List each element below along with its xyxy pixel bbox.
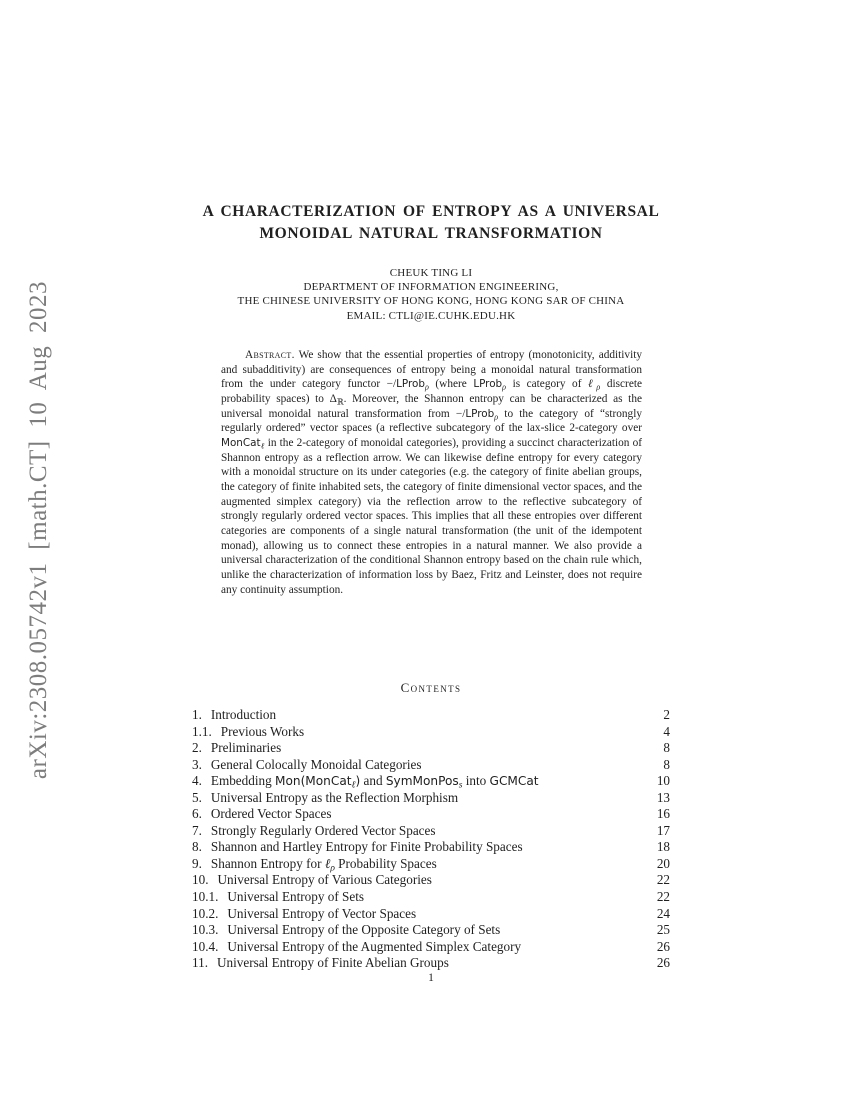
toc-item-label: Universal Entropy of Various Categories bbox=[217, 872, 432, 888]
toc-item-label-text: ) bbox=[355, 774, 361, 789]
abstract-text: LProb bbox=[465, 407, 495, 420]
abstract-text: ρ bbox=[502, 382, 507, 392]
toc-item-label: Preliminaries bbox=[210, 740, 282, 756]
toc-item-page: 10 bbox=[656, 773, 670, 789]
toc-item bbox=[192, 856, 670, 873]
toc-item-label: Universal Entropy of the Opposite Category of Sets bbox=[227, 922, 501, 938]
author-block bbox=[192, 266, 670, 323]
toc-item-label-text: into bbox=[462, 773, 490, 789]
toc-item-label-text: ℓ bbox=[324, 855, 331, 871]
toc-item bbox=[192, 707, 670, 724]
abstract-text: discrete probability spaces) to Δ bbox=[221, 378, 642, 405]
abstract-text: MonCat bbox=[221, 436, 261, 449]
toc-item-label: Universal Entropy of Sets bbox=[227, 889, 364, 905]
toc-item-label-text: ρ bbox=[330, 863, 335, 874]
toc-item-label: General Colocally Monoidal Categories bbox=[210, 756, 422, 772]
abstract-text: ℝ bbox=[336, 397, 344, 407]
toc-item-number: 4. bbox=[192, 773, 202, 789]
toc-item-page: 18 bbox=[656, 839, 670, 855]
toc-item-number: 10.2. bbox=[192, 905, 219, 921]
paper-title-line2: MONOIDAL NATURAL TRANSFORMATION bbox=[259, 224, 603, 242]
toc-item-number: 11. bbox=[192, 955, 208, 971]
toc-item-page: 16 bbox=[656, 806, 670, 822]
toc-item-number: 10.4. bbox=[192, 938, 219, 954]
toc-item-label: Shannon and Hartley Entropy for Finite Probability Spaces bbox=[210, 839, 523, 855]
toc-item-label-text: Mon(MonCat bbox=[275, 774, 352, 789]
abstract-text: ℓ bbox=[260, 441, 265, 451]
toc-item-page: 17 bbox=[656, 822, 670, 838]
toc-item-page: 20 bbox=[656, 855, 670, 871]
toc-item-page: 24 bbox=[656, 905, 670, 921]
author-email: EMAIL: CTLI@IE.CUHK.EDU.HK bbox=[346, 309, 516, 322]
abstract-text: ρ bbox=[596, 382, 601, 392]
abstract-text: (where bbox=[428, 378, 474, 391]
toc-item bbox=[192, 724, 670, 741]
toc-item-page: 13 bbox=[656, 789, 670, 805]
toc-item-label: Ordered Vector Spaces bbox=[210, 806, 332, 822]
paper-title bbox=[192, 201, 670, 244]
abstract-label: Abstract. bbox=[245, 349, 295, 361]
toc-item-page: 8 bbox=[663, 740, 670, 756]
abstract-text: We show that the essential properties of entropy (monotonicity, additivity and subadditivity) are consequences of entropy being a monoidal natural transformation from the under category functor −/ bbox=[221, 349, 642, 391]
abstract-text: is category of bbox=[506, 378, 588, 391]
paper-content-column bbox=[192, 0, 670, 1100]
abstract-text: to the category of “strongly regularly ordered” vector spaces (a reflective subcategory of the lax-slice 2-category over bbox=[221, 407, 642, 435]
toc-item bbox=[192, 790, 670, 807]
toc-item-page: 26 bbox=[656, 955, 670, 971]
toc-item-label: Previous Works bbox=[220, 723, 305, 739]
toc-item-label-text: and bbox=[360, 773, 386, 789]
arxiv-watermark-text: arXiv:2308.05742v1 [math.CT] 10 Aug 2023 bbox=[25, 280, 52, 780]
toc-item bbox=[192, 806, 670, 823]
toc-item-label-text: Probability Spaces bbox=[334, 855, 437, 871]
toc-item-label-text: s bbox=[458, 780, 463, 791]
toc-item bbox=[192, 906, 670, 923]
author-university: THE CHINESE UNIVERSITY OF HONG KONG, HONG KONG SAR OF CHINA bbox=[237, 295, 625, 308]
toc-item-number: 7. bbox=[192, 822, 202, 838]
toc-item-number: 1. bbox=[192, 707, 202, 722]
toc-item-label: Universal Entropy of Finite Abelian Groups bbox=[217, 955, 449, 971]
toc-item bbox=[192, 773, 670, 790]
toc-item-label bbox=[211, 773, 539, 790]
abstract-text: ρ bbox=[494, 411, 499, 421]
toc-item bbox=[192, 740, 670, 757]
abstract-section bbox=[221, 348, 642, 597]
paper-title-line1: A CHARACTERIZATION OF ENTROPY AS A UNIVERSAL bbox=[202, 203, 660, 220]
toc-item-number: 10.1. bbox=[192, 889, 219, 905]
toc-item-page: 8 bbox=[663, 756, 670, 772]
abstract-text: LProb bbox=[473, 378, 503, 391]
toc-item bbox=[192, 955, 670, 972]
abstract-text: ρ bbox=[424, 382, 429, 392]
author-name: CHEUK TING LI bbox=[389, 267, 473, 279]
toc-item-number: 1.1. bbox=[192, 723, 212, 739]
toc-item bbox=[192, 889, 670, 906]
toc-item bbox=[192, 939, 670, 956]
toc-item-number: 2. bbox=[192, 740, 202, 756]
toc-item-label-text: Shannon Entropy for bbox=[210, 855, 325, 871]
toc-item bbox=[192, 839, 670, 856]
toc-item-page: 4 bbox=[663, 723, 670, 739]
toc-item-label-text: SymMonPos bbox=[385, 774, 459, 789]
toc-item-number: 5. bbox=[192, 789, 202, 805]
abstract-text: LProb bbox=[396, 378, 425, 391]
toc-item bbox=[192, 922, 670, 939]
toc-item-number: 3. bbox=[192, 756, 202, 772]
toc-item-label: Strongly Regularly Ordered Vector Spaces bbox=[210, 822, 436, 838]
toc-item bbox=[192, 872, 670, 889]
toc-item-number: 9. bbox=[192, 855, 202, 871]
abstract-text: . Moreover, the Shannon entropy can be characterized as the universal monoidal natural transformation from −/ bbox=[221, 392, 642, 420]
toc-item bbox=[192, 823, 670, 840]
page-number: 1 bbox=[428, 972, 434, 984]
toc-item-page: 25 bbox=[656, 922, 670, 938]
toc-item-number: 10.3. bbox=[192, 922, 219, 938]
toc-item-page: 26 bbox=[656, 938, 670, 954]
toc-item-number: 10. bbox=[192, 872, 209, 888]
arxiv-watermark bbox=[25, 281, 53, 779]
abstract-text: ℓ bbox=[588, 378, 597, 391]
toc-item-number: 8. bbox=[192, 839, 202, 855]
toc-item-page: 22 bbox=[656, 872, 670, 888]
toc-item-label-text: GCMCat bbox=[489, 774, 539, 789]
toc-item bbox=[192, 757, 670, 774]
toc-item-label: Universal Entropy of Vector Spaces bbox=[227, 905, 417, 921]
toc-item-label: Introduction bbox=[210, 707, 277, 722]
toc-item-label bbox=[211, 856, 437, 873]
author-department: DEPARTMENT OF INFORMATION ENGINEERING, bbox=[303, 281, 559, 294]
toc-item-label-text: Embedding bbox=[210, 773, 275, 789]
table-of-contents bbox=[192, 707, 670, 972]
toc-item-label-text: ℓ bbox=[351, 780, 356, 791]
abstract-paragraph bbox=[221, 348, 642, 597]
toc-item-page: 22 bbox=[656, 889, 670, 905]
contents-heading: Contents bbox=[400, 680, 462, 695]
abstract-text: in the 2-category of monoidal categories), providing a succinct characterization of Shannon entropy as a reflection arrow. We can likewise define entropy for every category with a monoidal structure on its under categories (e.g. the category of finite abelian groups, the category of finite inhabited sets, the category of finite dimensional vector spaces, and the augmented simplex category) via the reflection arrow to the reflective subcategory of strongly regularly ordered vector spaces. This implies that all these entropies over different categories are components of a single natural transformation (the unit of the idempotent monad), allowing us to connect these entropies in a natural manner. We also provide a universal characterization of the conditional Shannon entropy based on the chain rule which, unlike the characterization of information loss by Baez, Fritz and Leinster, does not require any continuity assumption. bbox=[221, 436, 642, 596]
toc-item-page: 2 bbox=[663, 707, 670, 722]
toc-item-label: Universal Entropy as the Reflection Morphism bbox=[210, 789, 459, 805]
toc-item-label: Universal Entropy of the Augmented Simplex Category bbox=[227, 938, 522, 954]
toc-item-number: 6. bbox=[192, 806, 202, 822]
